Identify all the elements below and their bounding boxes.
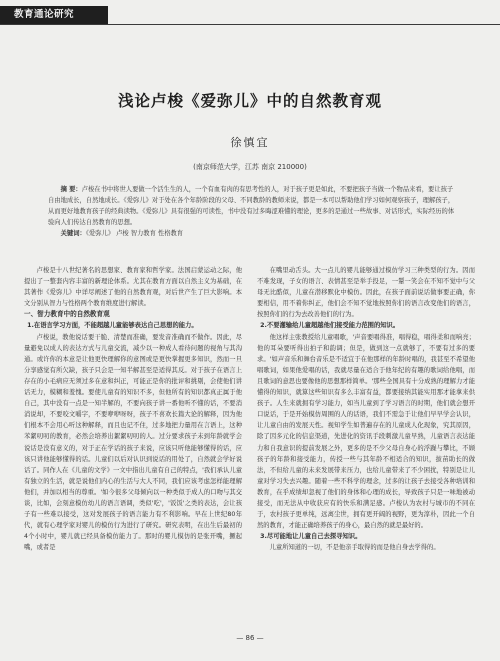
section-heading: 一、智力教育中的自然教育观: [24, 310, 110, 319]
abstract-paragraph: [48, 184, 456, 228]
body-paragraph: 卢梭是十八世纪著名的思想家、教育家和哲学家。法国启蒙运动之际，他提出了一整套内容丰富的新理论体系。尤其在教育方面以自然主义为基础，在其著作《爱弥儿》中详尽阐述了他的自然教育观，对后世产生了巨大影响。本文分别从智力与性格两个教育维度进行解读。: [24, 267, 242, 308]
keywords: 《爱弥儿》 卢梭 智力教育 性格教育: [85, 230, 184, 237]
body-paragraph: 儿童所知道的一切，不是他亲手取得的而是他自身去学得的。: [269, 544, 440, 552]
abstract-label: 摘 要：: [60, 186, 82, 193]
page-number: — 86 —: [236, 634, 264, 642]
body-column-left: [24, 265, 242, 553]
section-label: 教育通论研究: [0, 6, 108, 24]
body-column-right: [257, 265, 475, 553]
article-title: 浅论卢梭《爱弥儿》中的自然教育观: [117, 92, 382, 110]
keywords-label: 关键词：: [60, 230, 86, 237]
section-heading: 1.在语言学习方面，不能超越儿童能够表达自己思想的能力。: [27, 322, 198, 330]
abstract-text: 卢梭在书中将世人要做一个活生生的人，一个有血有肉的有思考性的人，对于孩子更是如此，不要把孩子当做一个物品来看，要让孩子自由地成长，自然地成长。《爱弥儿》对于处在各个年龄阶段的父母、不同教龄的教师来说，都是一本可以帮助他们学习如何观察孩子，理解孩子，从而更好地教育孩子的经典读物。《爱弥儿》具有很强的可读性，书中没有过多晦涩难懂的理论，更多的是通过一些故事、对话形式，实际经历的体验向人们传达自然教育的思想。: [48, 186, 455, 226]
header-rule: [0, 24, 500, 25]
body-paragraph: 他这样主张教授给儿童唱歌，'声音要唱得准，唱得稳，唱得柔和而响亮；他的耳朵要听得出拍子和韵调；但是，做到这一点就够了，不要有过多的要求。'如声音乐和舞台音乐是不适宜于在他那样的年龄时唱的，我甚至不希望他唱歌词，如果他爱唱的话，我就尽量在适合于他年纪的有趣的歌词给他唱，而且歌词的意思也要像他的思想那样简单。'那些全国具有十分成熟的理解力才能懂得的知识，就算这些知识有多么丰富有益，都要接纳其能实用那才能拿来供孩子。人生来就拥有学习能力，如当儿童到了学习语言的时期，他们就会想开口说话，于是开始模仿周围的人的话语，我们不需急于让他们早早学会认识，让儿童自由的发展天性。视知学生如普遍存在的儿童成人化现象，究其原因，除了因多元化的信息渠道，先进化的资讯手段刺激儿童早熟，儿童语言表达能力和自我意识的提前发展之外，更多的是不少父母自身心的浮躁与攀比，不顾孩子的年龄和接受能力，传授一些与其年龄不相适合的知识，拔苗助长的做法，不但给儿童的未来发展带来压力，也给儿童带来了不少困扰，特别是让儿童对学习失去兴趣。随着一些不科学的理念，过多的让孩子去接受各种培训和教育，在乎成绩却忽视了他们的身体和心理的成长，导致孩子只是一味地被动接受，而无法从中收获应有的快乐和满足感。卢梭认为农村与城市的不同在于，农村孩子更单纯，远离尘世，拥有更开阔的视野，更为淳朴，因此一个自然的教育，才能正确培养孩子的身心，最自然的就是最好的。: [257, 333, 475, 530]
abstract-block: [48, 184, 456, 239]
section-heading: 2.不要灌输给儿童超越他们接受能力范围的知识。: [260, 322, 400, 330]
author-name: 徐慎宜: [230, 136, 270, 149]
body-paragraph: 在嘴里动舌头。大一点儿的婴儿能够通过模仿学习三种类型的行为。因而不难发现，子女的语言、表情甚至是举手投足，一颦一笑会在不知不觉中与父母无比酷似，儿童在潜移默化中模仿。因此，在孩子面前说话做事要正确，你要相信，用不着你纠正，他们会不知不觉地按照你们的语言改变他们的语言，按照你们的行为去改善他们的行为。: [257, 267, 475, 319]
author-affiliation: (南京师范大学，江苏 南京 210000): [193, 163, 307, 171]
body-paragraph: 卢梭说，教他说话要干脆、清楚而准确，要发音准确而不做作。因此，尽量避免以成人的表达方式与儿童交流，减少以一种成人看待问题的视角与其沟通。或许你的本意是让他更快理解你的意图或是更快掌握更多知识，然而一旦分享感觉有所欠缺，孩子只会是一知半解甚至是适得其反。对于孩子在语言上存在的小毛病应无须过多在意和纠正，可能正是你的批评和挑剔，会使他们讲话无力，模糊和羞愧。要使儿童有的知识不多，但他所有的知识都真正属于他自己，其中没有一点是一知半解的，不要向孩子讲一番他听不懂的话，不要消消说却，不要咬文嚼字，不要咿咿呀呀，孩子不喜欢长篇大论的解释，因为他们根本不会用心听这种解释，而且也记不住，过多地把力量用在言语上，这种苯絮叨叨的教育，必然会培养出絮絮叨叨的人。过分要求孩子未到年龄就学会说话是没有意义的，对于正在学话的孩子来说，应该只听他能够懂得的话，应该只讲他能够懂得的话。儿童们以后对认识到说话的用处了，自然就会学好说话了。同作人在《儿童的文学》一文中指出儿童有自己的特点，'我们承认儿童有独立的生活，就是说他们内心的生活与大人不同，我们应该考虑怎样能理解他们，并加以相当的尊重。'如今很多父母倾向以一种类似于成人的口吻与其交谈，比如，会刻意模仿幼儿的语言语调，类似'吃'，'饭饭'之类的表达，会让孩子有一些难以接受，这对发展孩子的语言能力有不利影响。早在上世纪80年代，就有心理学家对婴儿的模仿行为进行了研究。研究表明，在出生后最初的4个小时中，婴儿就已经具备模仿能力了。那时的婴儿模仿的是张开嘴，撅起嘴，或者是: [24, 333, 242, 552]
section-heading: 3.尽可能地让儿童自己去探寻知识。: [260, 533, 362, 541]
keywords-line: [48, 228, 456, 239]
